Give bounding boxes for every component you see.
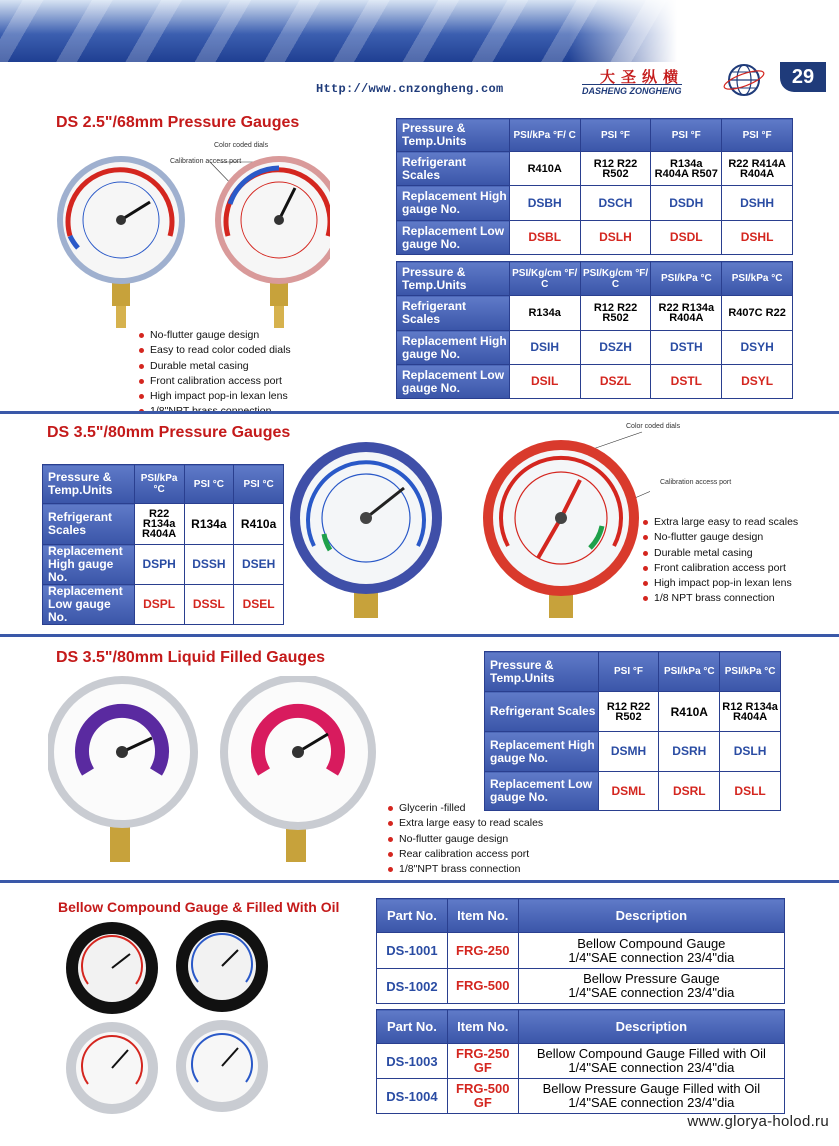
refrigerant-cell: R410A [509,152,580,186]
high-gauge-no: DSMH [598,732,659,772]
spec-table-68mm-b [396,261,793,399]
gauge-pair-80mm-image [290,428,650,628]
low-gauge-no: DSPL [134,585,184,625]
feature-item: 1/8"NPT brass connection [388,862,543,877]
section-title-liquid-filled: DS 3.5"/80mm Liquid Filled Gauges [56,649,325,666]
feature-item: Glycerin -filled [388,801,543,816]
header-units: Pressure & Temp.Units [485,652,599,692]
section-divider [0,880,839,883]
header-units: Pressure & Temp.Units [397,119,510,152]
refrigerant-cell: R134a [509,296,580,331]
low-gauge-no: DSRL [659,772,720,811]
feature-item: 1/8 NPT brass connection [643,591,798,606]
gauge-pair-68mm-image [50,150,330,340]
description-cell [518,1079,784,1114]
description-line: Bellow Pressure Gauge Filled with Oil [542,1081,761,1096]
high-gauge-no: DSSH [184,545,234,585]
feature-item: Durable metal casing [643,546,798,561]
bellow-table-b [376,1009,785,1114]
item-no-cell: FRG-250 [447,933,518,969]
header-high-gauge: Replacement High gauge No. [397,331,510,365]
unit-cell: PSI/Kg/cm °F/ C [580,262,651,296]
part-no-cell: DS-1002 [377,969,448,1004]
high-gauge-no: DSYH [722,331,793,365]
header-high-gauge: Replacement High gauge No. [43,545,135,585]
low-gauge-no: DSTL [651,365,722,399]
feature-item: No-flutter gauge design [388,832,543,847]
refrigerant-cell: R12 R134a R404A [720,692,781,732]
description-line: Bellow Pressure Gauge [583,971,720,986]
low-gauge-no: DSBL [509,221,580,255]
feature-item: No-flutter gauge design [643,530,798,545]
low-gauge-no: DSSL [184,585,234,625]
unit-cell: PSI/Kg/cm °F/ C [509,262,580,296]
refrigerant-cell: R22 R134a R404A [134,504,184,545]
feature-item: Extra large easy to read scales [643,515,798,530]
description-line: 1/4"SAE connection 23/4"dia [568,1095,735,1110]
header-high-gauge: Replacement High gauge No. [397,186,510,221]
high-gauge-no: DSRH [659,732,720,772]
description-line: 1/4"SAE connection 23/4"dia [568,1060,735,1075]
item-no-cell: FRG-250 GF [447,1044,518,1079]
refrigerant-cell: R407C R22 [722,296,793,331]
features-list-68mm [139,328,291,420]
note-calibration-port: Calibration access port [170,158,242,165]
refrigerant-cell: R12 R22 R502 [580,152,651,186]
header-high-gauge: Replacement High gauge No. [485,732,599,772]
header-units: Pressure & Temp.Units [397,262,510,296]
unit-cell: PSI °F [598,652,659,692]
description-line: 1/4"SAE connection 23/4"dia [568,985,735,1000]
header-part-no: Part No. [377,1010,448,1044]
header-refrigerant: Refrigerant Scales [485,692,599,732]
feature-item: Front calibration access port [643,561,798,576]
spec-table-liquid-filled [484,651,781,811]
header-item-no: Item No. [447,899,518,933]
header-banner [0,0,839,62]
refrigerant-cell: R134a R404A R507 [651,152,722,186]
brand-name-cn: 大圣纵横 [600,68,685,86]
refrigerant-cell: R12 R22 R502 [580,296,651,331]
header-low-gauge: Replacement Low gauge No. [485,772,599,811]
brand-name-en: DASHENG ZONGHENG [582,86,682,96]
section-title-80mm: DS 3.5"/80mm Pressure Gauges [47,424,291,441]
low-gauge-no: DSML [598,772,659,811]
low-gauge-no: DSLH [580,221,651,255]
unit-cell: PSI °F [651,119,722,152]
globe-logo-icon [722,62,766,98]
description-cell [518,969,784,1004]
item-no-cell: FRG-500 GF [447,1079,518,1114]
refrigerant-cell: R134a [184,504,234,545]
low-gauge-no: DSZL [580,365,651,399]
header-refrigerant: Refrigerant Scales [397,296,510,331]
refrigerant-cell: R22 R414A R404A [722,152,793,186]
header-low-gauge: Replacement Low gauge No. [397,221,510,255]
header-refrigerant: Refrigerant Scales [43,504,135,545]
note-calibration-port: Calibration access port [660,479,732,486]
feature-item: Rear calibration access port [388,847,543,862]
header-description: Description [518,1010,784,1044]
section-divider [0,411,839,414]
high-gauge-no: DSCH [580,186,651,221]
unit-cell: PSI/kPa °C [659,652,720,692]
bellow-table-a [376,898,785,1004]
header-part-no: Part No. [377,899,448,933]
high-gauge-no: DSIH [509,331,580,365]
spec-table-80mm [42,464,284,625]
feature-item: High impact pop-in lexan lens [643,576,798,591]
low-gauge-no: DSDL [651,221,722,255]
unit-cell: PSI/kPa °C [134,465,184,504]
unit-cell: PSI/kPa °C [722,262,793,296]
refrigerant-cell: R22 R134a R404A [651,296,722,331]
high-gauge-no: DSBH [509,186,580,221]
high-gauge-no: DSDH [651,186,722,221]
header-item-no: Item No. [447,1010,518,1044]
description-line: 1/4"SAE connection 23/4"dia [568,949,735,965]
note-color-coded-dials: Color coded dials [626,423,681,430]
high-gauge-no: DSPH [134,545,184,585]
unit-cell: PSI °C [234,465,284,504]
high-gauge-no: DSHH [722,186,793,221]
description-cell [518,1044,784,1079]
description-line: Bellow Compound Gauge Filled with Oil [536,1046,766,1061]
bellow-gauges-image [60,920,280,1120]
gauge-pair-liquid-filled-image [48,676,378,870]
unit-cell: PSI/kPa °F/ C [509,119,580,152]
footer-website[interactable]: www.glorya-holod.ru [687,1113,829,1130]
feature-item: Extra large easy to read scales [388,816,543,831]
features-list-liquid-filled [388,801,543,877]
unit-cell: PSI/kPa °C [720,652,781,692]
refrigerant-cell: R410A [659,692,720,732]
feature-item: Durable metal casing [139,359,291,374]
refrigerant-cell: R410a [234,504,284,545]
note-color-coded-dials: Color coded dials [214,142,269,149]
section-title-bellow: Bellow Compound Gauge & Filled With Oil [58,899,340,915]
unit-cell: PSI °F [722,119,793,152]
page-number: 29 [780,62,826,92]
low-gauge-no: DSEL [234,585,284,625]
item-no-cell: FRG-500 [447,969,518,1004]
high-gauge-no: DSTH [651,331,722,365]
header-refrigerant: Refrigerant Scales [397,152,510,186]
header-low-gauge: Replacement Low gauge No. [397,365,510,399]
section-title-68mm: DS 2.5"/68mm Pressure Gauges [56,114,300,131]
low-gauge-no: DSIL [509,365,580,399]
feature-item: High impact pop-in lexan lens [139,389,291,404]
part-no-cell: DS-1001 [377,933,448,969]
high-gauge-no: DSLH [720,732,781,772]
high-gauge-no: DSZH [580,331,651,365]
low-gauge-no: DSHL [722,221,793,255]
header-low-gauge: Replacement Low gauge No. [43,585,135,625]
feature-item: Front calibration access port [139,374,291,389]
part-no-cell: DS-1004 [377,1079,448,1114]
feature-item: Easy to read color coded dials [139,343,291,358]
part-no-cell: DS-1003 [377,1044,448,1079]
low-gauge-no: DSLL [720,772,781,811]
features-list-80mm [643,515,798,607]
unit-cell: PSI °F [580,119,651,152]
low-gauge-no: DSYL [722,365,793,399]
refrigerant-cell: R12 R22 R502 [598,692,659,732]
description-cell [518,933,784,969]
high-gauge-no: DSEH [234,545,284,585]
feature-item: No-flutter gauge design [139,328,291,343]
section-divider [0,634,839,637]
header-units: Pressure & Temp.Units [43,465,135,504]
header-description: Description [518,899,784,933]
description-line: Bellow Compound Gauge [577,935,726,951]
unit-cell: PSI °C [184,465,234,504]
website-url[interactable]: Http://www.cnzongheng.com [316,82,504,96]
spec-table-68mm-a [396,118,793,255]
unit-cell: PSI/kPa °C [651,262,722,296]
